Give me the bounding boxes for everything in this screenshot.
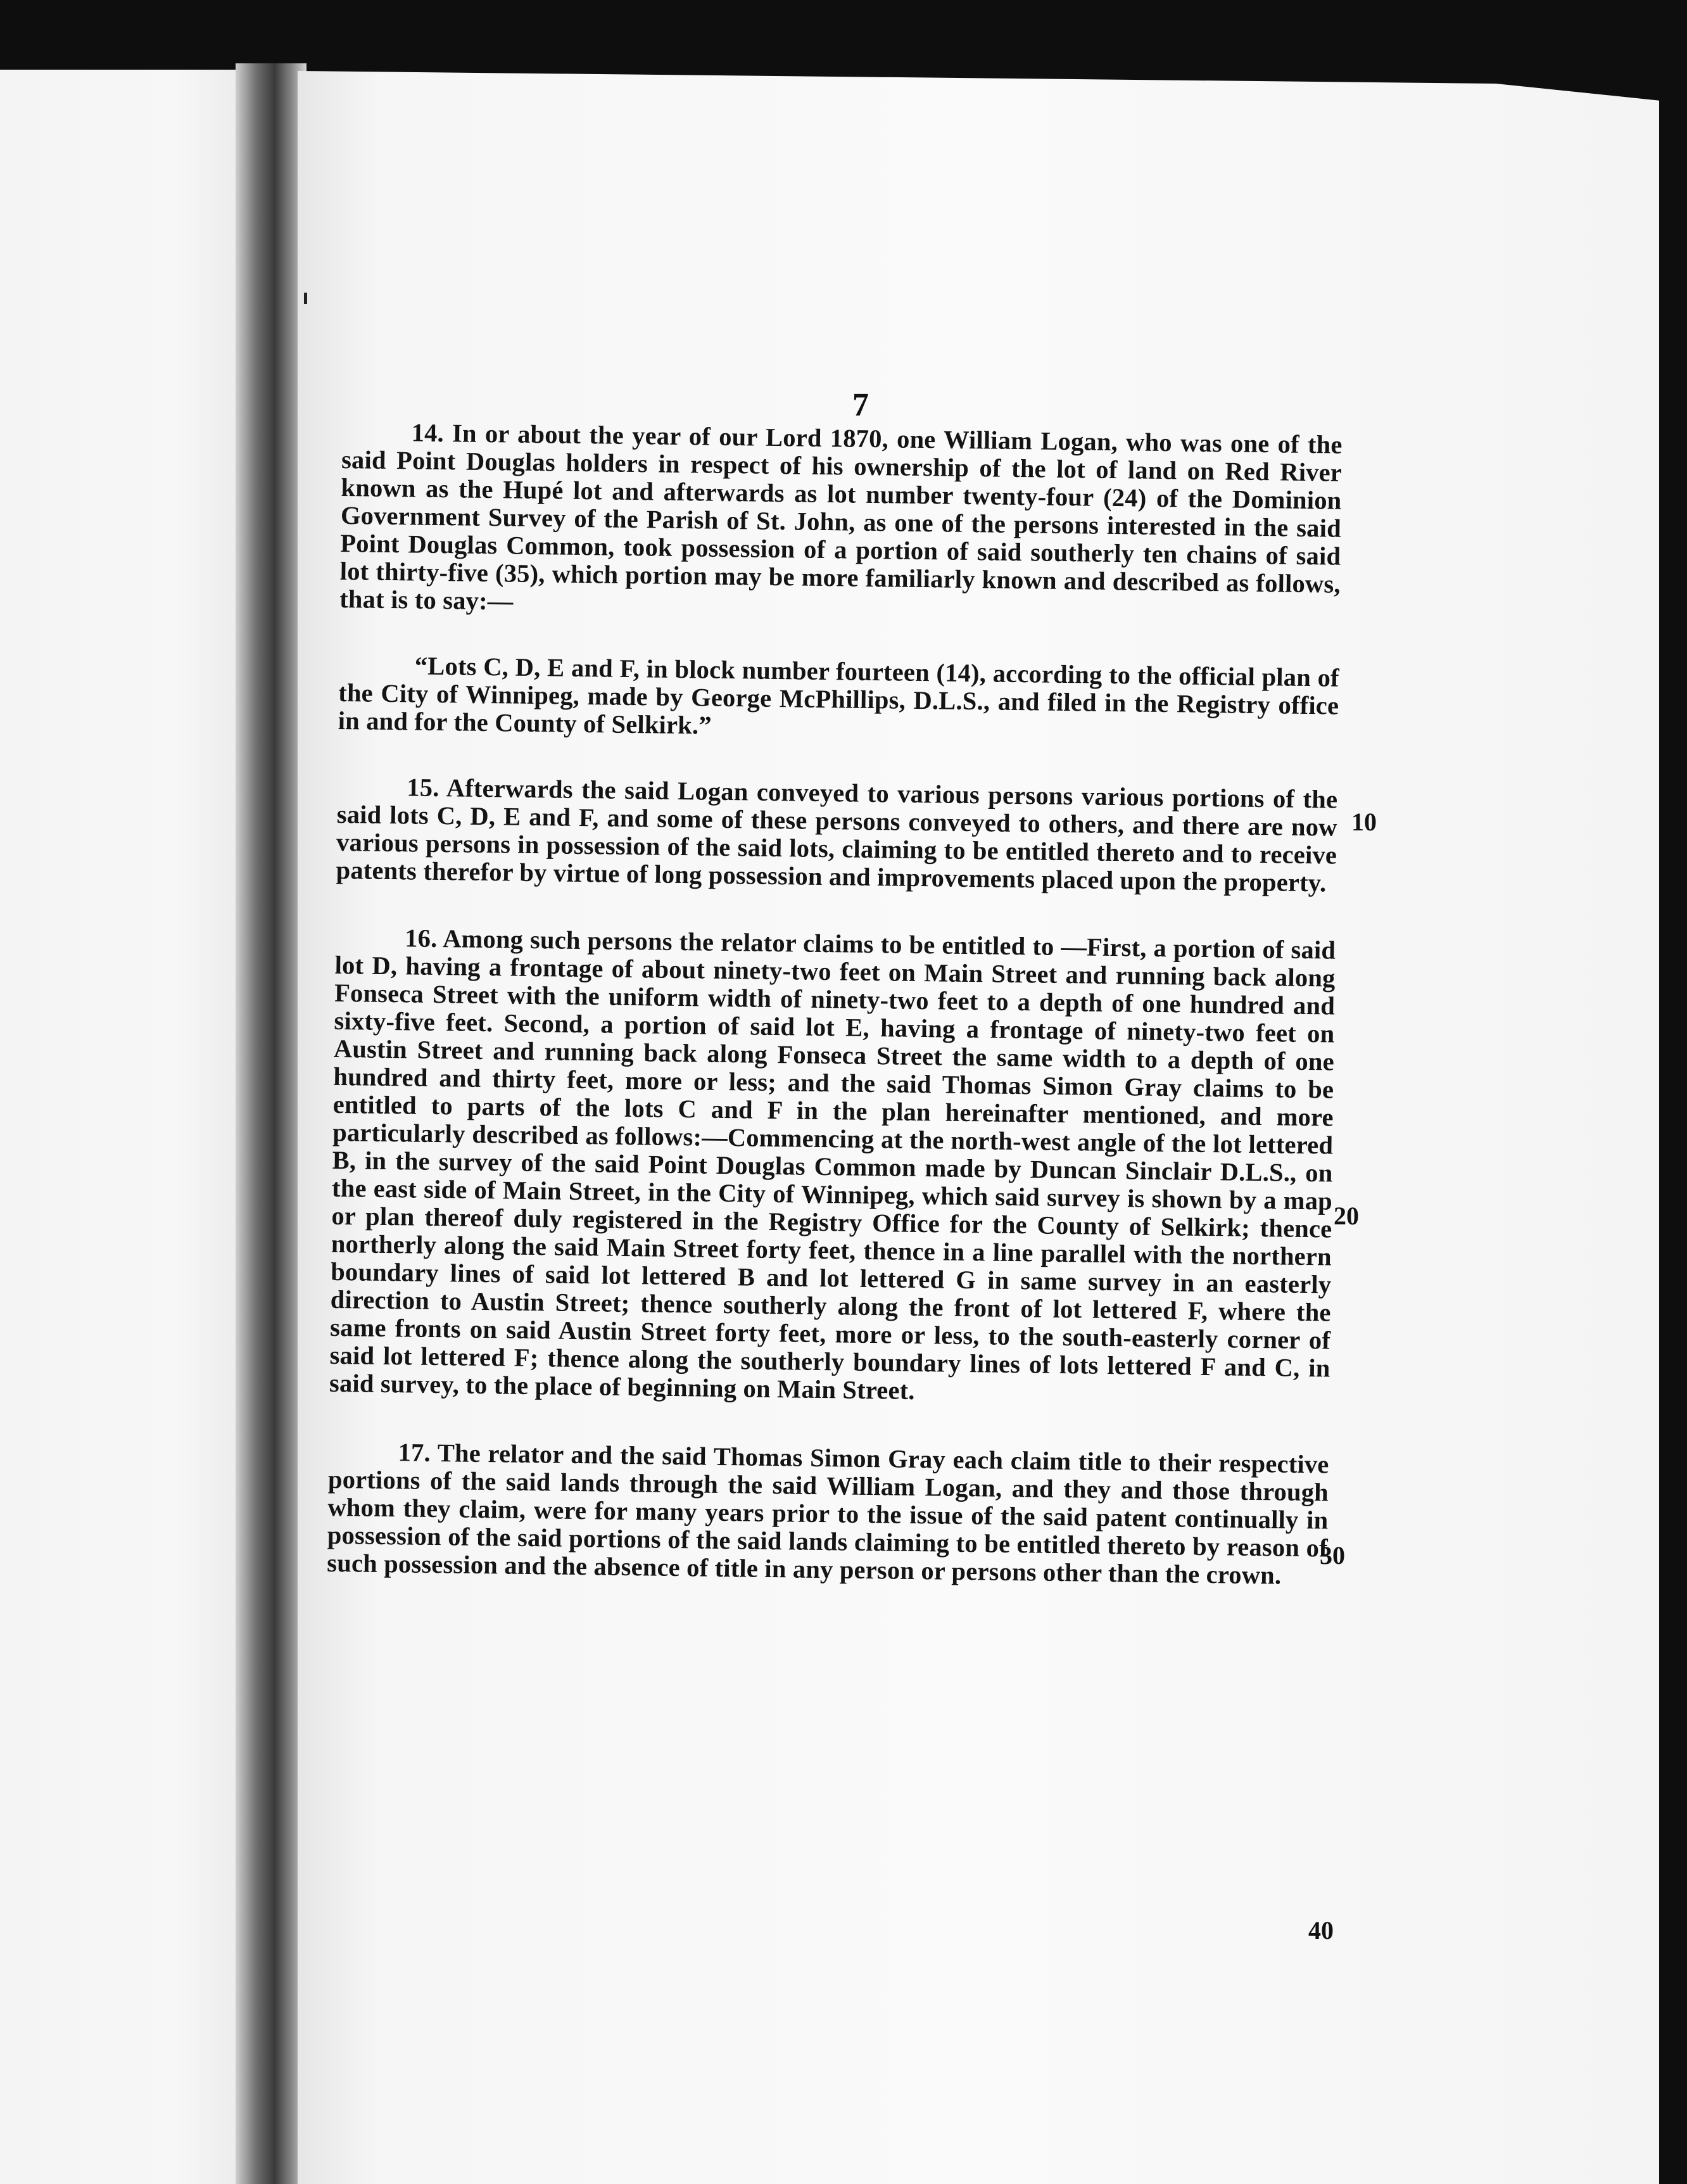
line-number-10: 10 (1351, 808, 1377, 836)
facing-page-blank (0, 70, 253, 2184)
line-number-30: 30 (1320, 1541, 1345, 1570)
paragraph-16: 16. Among such persons the relator claims to be entitled to —First, a portion of said lot D, having a frontage of about ninety-two feet on Main Street and running back along Fonseca Street with the uniform width of ninety-two feet to a depth of one hundred and sixty-five feet. Second, a portion of said lot E, having a frontage of ninety-two feet on Austin Street and running back along Fonseca Street the same width to a depth of one hundred and thirty feet, more or less; and the said Thomas Simon Gray claims to be entitled to parts of the lots C and F in the plan hereinafter mentioned, and more particularly described as follows:—Commencing at the north-west angle of the lot lettered B, in the survey of the said Point Douglas Common made by Duncan Sinclair D.L.S., on the east side of Main Street, in the City of Winnipeg, which said survey is shown by a map or plan thereof duly registered in the Registry Office for the County of Selkirk; thence northerly along the said Main Street forty feet, thence in a line parallel with the northern boundary lines of said lot lettered B and lot lettered G in same survey in an easterly direction to Austin Street; thence southerly along the front of lot lettered F, where the same fronts on said Austin Street forty feet, more or less, to the south-easterly corner of said lot lettered F; thence along the southerly boundary lines of lots lettered F and C, in said survey, to the place of beginning on Main Street. (329, 924, 1336, 1405)
line-number-40: 40 (1308, 1916, 1334, 1945)
quoted-lot-description: “Lots C, D, E and F, in block number fourteen (14), according to the official plan of the City of Winnipeg, made by George McPhillips, D.L.S., and filed in the Registry office in and for the County of Selkirk.” (338, 651, 1340, 740)
body-text (327, 418, 1343, 1590)
paragraph-17: 17. The relator and the said Thomas Simon Gray each claim title to their respective portions of the said lands through the said William Logan, and they and those through whom they claim, were for many years prior to the issue of the said patent continually in possession of the said portions of the said lands claiming to be entitled thereto by reason of such possession and the absence of title in any person or persons other than the crown. (327, 1438, 1329, 1590)
scan-speck (304, 293, 307, 304)
paragraph-15: 15. Afterwards the said Logan conveyed to various persons various portions of the said lots C, D, E and F, and some of these persons conveyed to others, and there are now various persons in possession of the said lots, claiming to be entitled thereto and to receive patents therefor by virtue of long possession and improvements placed upon the property. (336, 773, 1338, 898)
page-number: 7 (852, 387, 869, 423)
book-gutter-shadow (236, 63, 306, 2184)
paragraph-14: 14. In or about the year of our Lord 1870, one William Logan, who was one of the said Point Douglas holders in respect of his ownership of the lot of land on Red River known as the Hupé lot and afterwards as lot number twenty-four (24) of the Dominion Government Survey of the Parish of St. John, as one of the persons interested in the said Point Douglas Common, took possession of a portion of said southerly ten chains of said lot thirty-five (35), which portion may be more familiarly known and described as follows, that is to say:— (339, 418, 1343, 616)
line-number-20: 20 (1334, 1202, 1359, 1230)
